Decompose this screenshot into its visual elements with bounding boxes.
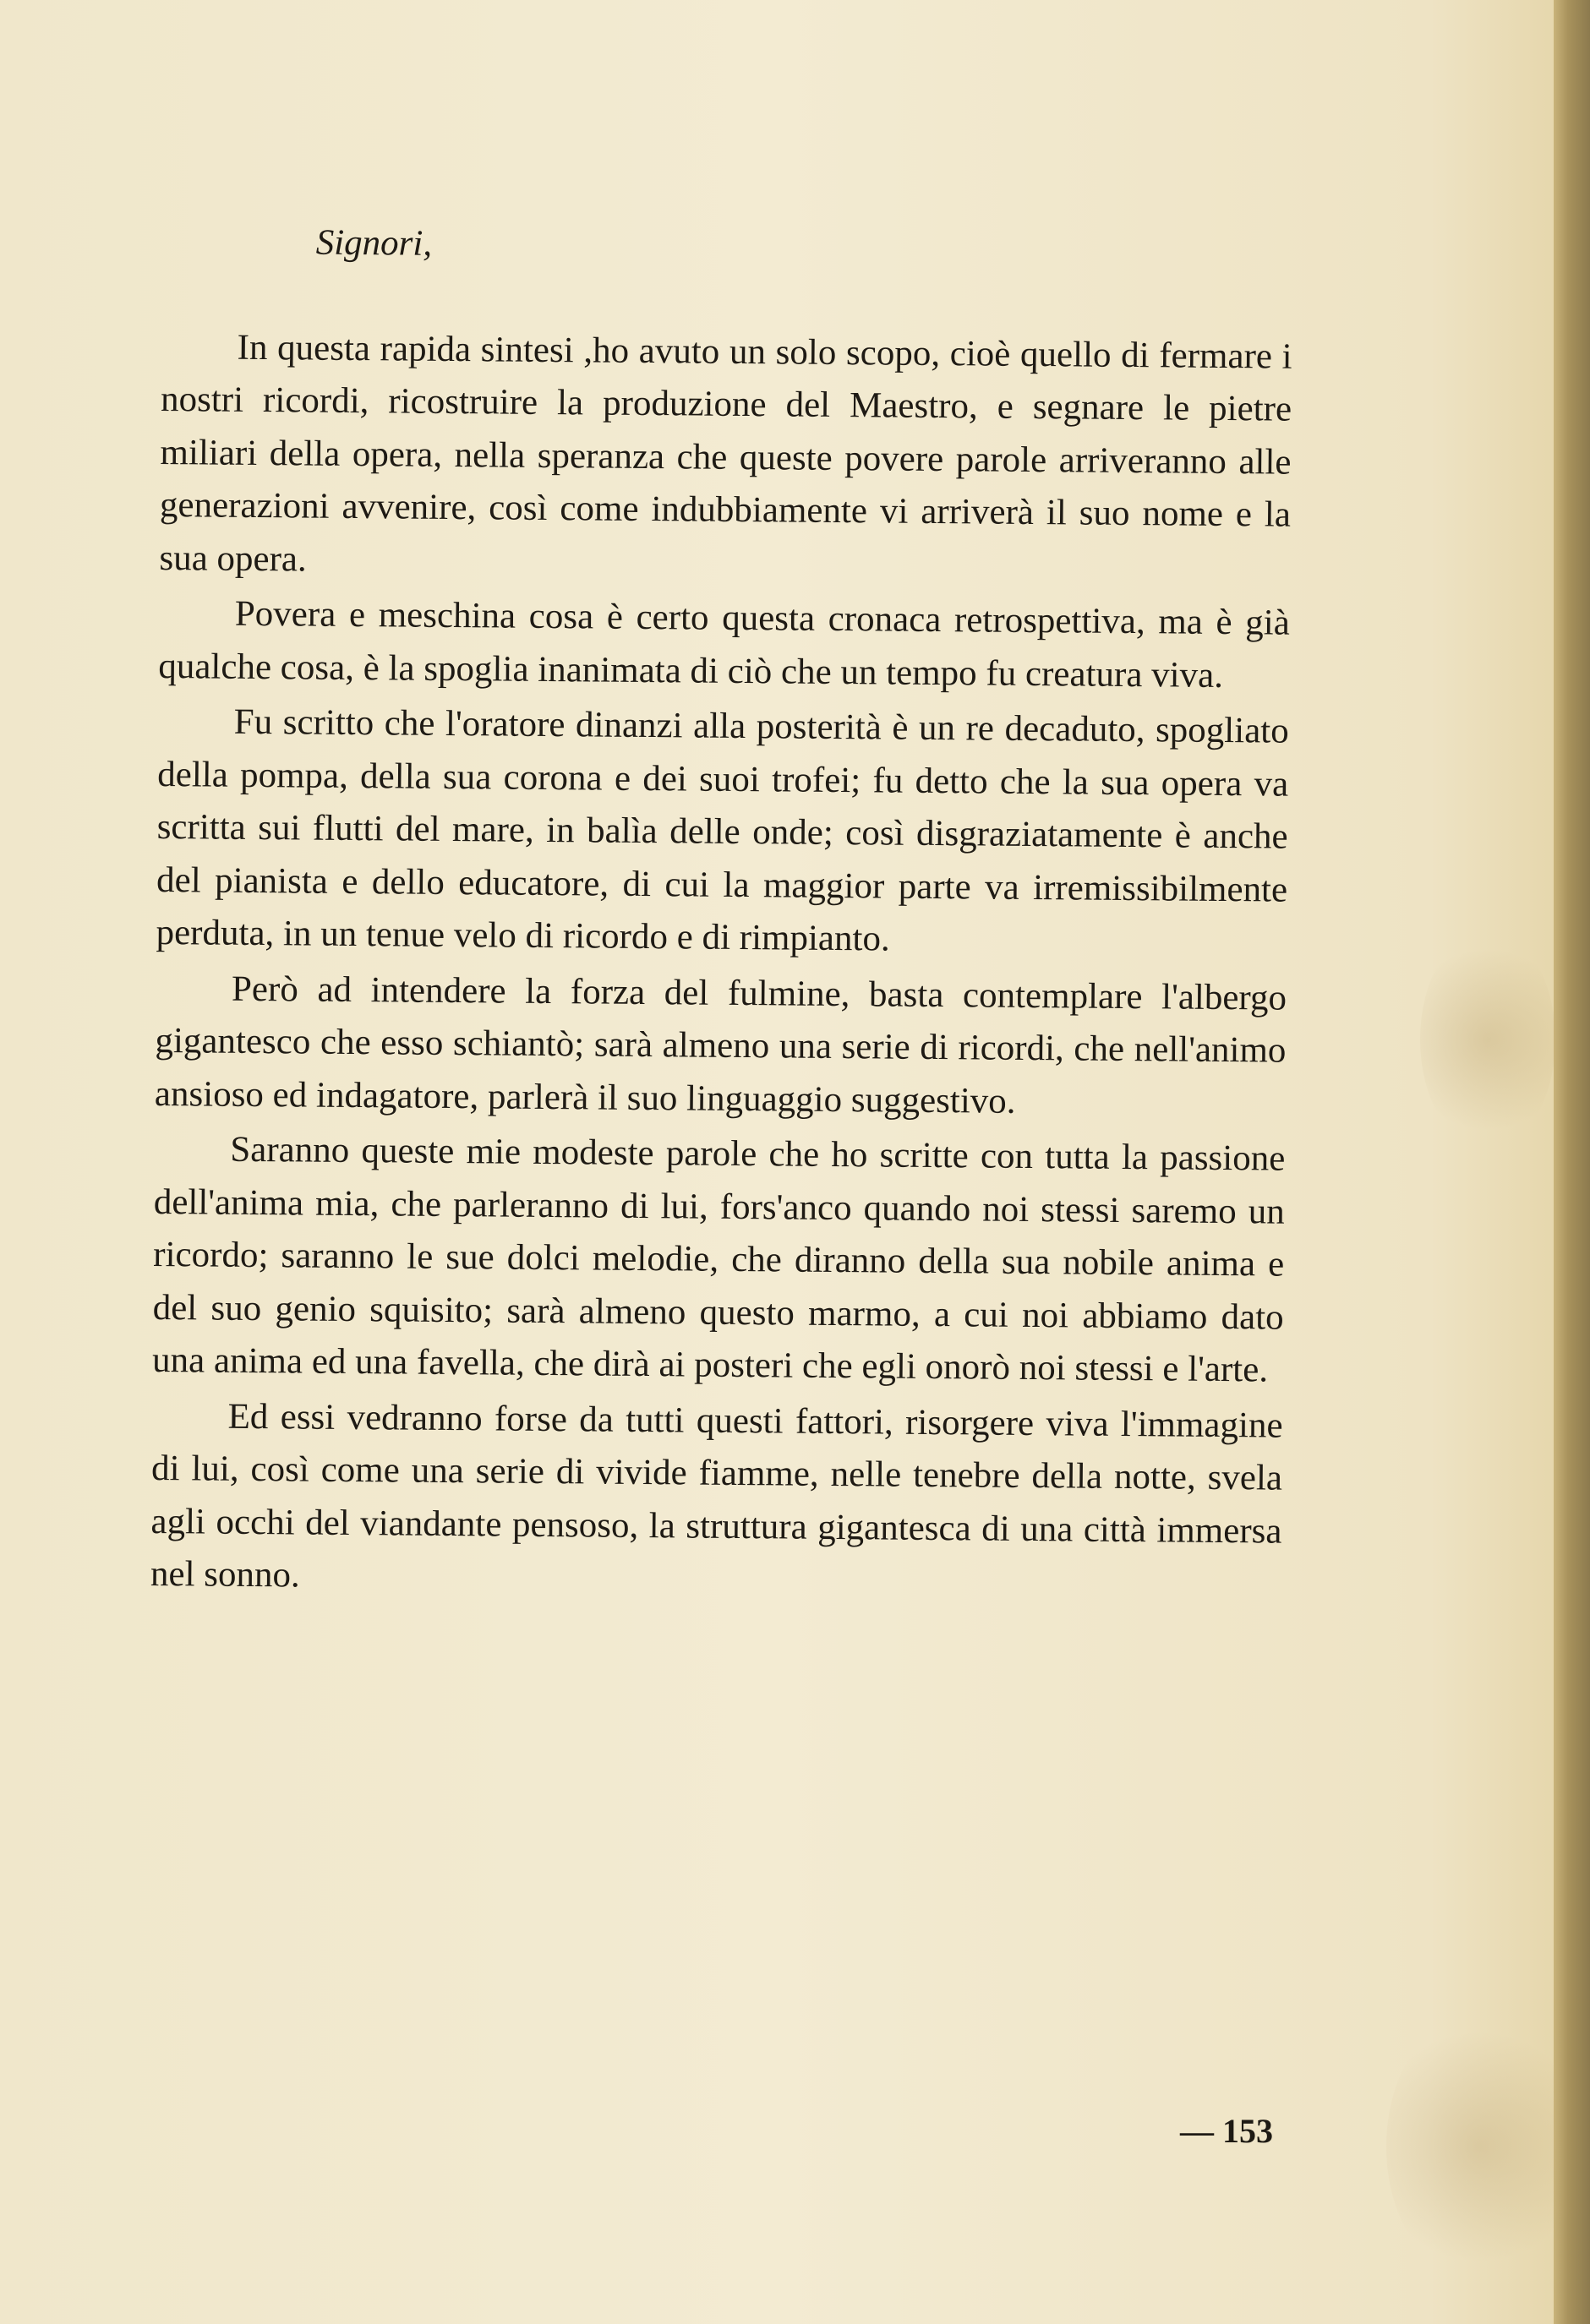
paragraph: In questa rapida sintesi ,ho avuto un solo scopo, cioè quello di fermare i nostri ricordi, ricostruire la produzione del Maestro, e segnare le pietre miliari della opera, nella speranza che queste povere parole arriveranno alle generazioni avvenire, così come indubbiamente vi arriverà il suo nome e la sua opera. [159, 327, 1292, 580]
paragraph: Fu scritto che l'oratore dinanzi alla posterità è un re decaduto, spogliato della pompa, della sua corona e dei suoi trofei; fu detto che la sua opera va scritta sui flutti del mare, in balìa delle onde; così disgraziatamente è anche del pianista e dello educatore, di cui la maggior parte va irremissibilmente perduta, in un tenue velo di ricordo e di rimpianto. [156, 701, 1289, 959]
paper-stain [1386, 2011, 1554, 2282]
paragraph: Ed essi vedranno forse da tutti questi fattori, risorgere viva l'immagine di lui, così come una serie di vivide fiamme, nelle tenebre della notte, svela agli occhi del viandante pensoso, la struttura gigantesca di una città immersa nel sonno. [150, 1396, 1283, 1596]
paragraph: Povera e meschina cosa è certo questa cronaca retrospettiva, ma è già qualche cosa, è la spoglia inanimata di ciò che un tempo fu creatura viva. [158, 593, 1291, 696]
page-edge [1554, 0, 1590, 2324]
paper-stain [1420, 930, 1554, 1149]
page-number: — 153 [1180, 2112, 1273, 2150]
paragraph: Saranno queste mie modeste parole che ho scritte con tutta la passione dell'anima mia, che parleranno di lui, fors'anco quando noi stessi saremo un ricordo; saranno le sue dolci melodie, che diranno della sua nobile anima e del suo genio squisito; sarà almeno questo marmo, a cui noi abbiamo dato una anima ed una favella, che dirà ai posteri che egli onorò noi stessi e l'arte. [151, 1129, 1286, 1390]
salutation: Signori, [315, 222, 433, 264]
paragraph: Però ad intendere la forza del fulmine, basta contemplare l'albergo gigantesco che esso schiantò; sarà almeno una serie di ricordi, che nell'animo ansioso ed indagatore, parlerà il suo linguaggio suggestivo. [154, 968, 1287, 1121]
body-text [150, 215, 1293, 1613]
